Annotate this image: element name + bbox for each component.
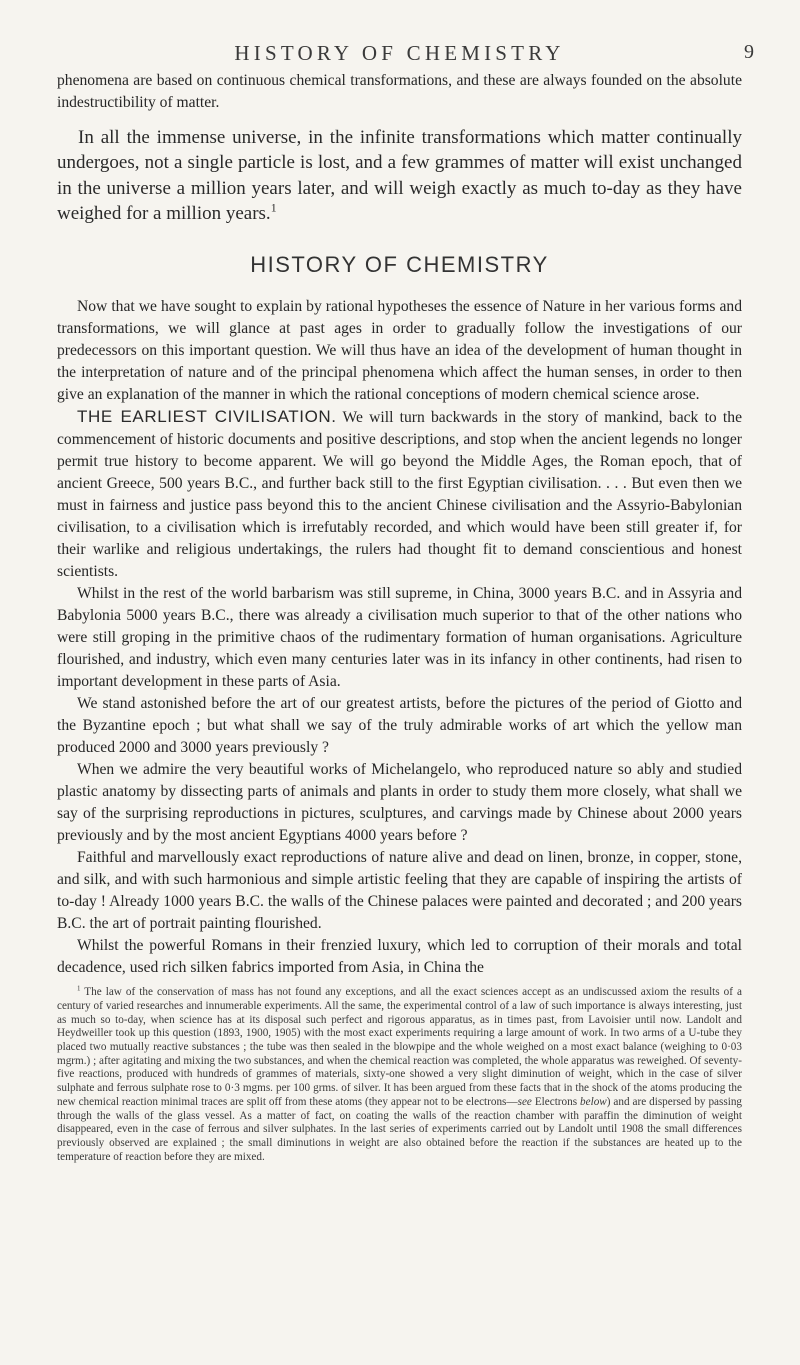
footnote-text-a: The law of the conservation of mass has not found any exceptions, and all the exact sciences accept as an undiscussed axiom the results of a century of varied researches and innumerable experiments. All the same, the experimental control of a law of such importance is always interesting, just as much so to-day, when science has at its disposal such perfect and rigorous apparatus, as in times past, from Lavoisier until now. Landolt and Heydweiller took up this question (1893, 1900, 1905) with the most exact experiments requiring a large amount of work. In two arms of a U-tube they placed two mutually reactive substances ; the tube was then sealed in the blowpipe and the whole weighed on a most exact balance (weighing to 0·03 mgrm.) ; after agitating and mixing the two substances, and when the chemical reaction was completed, the whole apparatus was reweighed. Of seventy-five reactions, produced with hundreds of grammes of materials, sixty-one showed a very slight diminution of weight, which in the case of silver sulphate and ferrous sulphate rose to 0·3 mgms. per 100 grms. of silver. It has been argued from these facts that in the shock of the atoms producing the new chemical reaction minimal traces are split off from these atoms (they appear not to be electrons— (57, 986, 742, 1108)
run-in-heading: THE EARLIEST CIVILISATION. (77, 407, 337, 427)
running-head (57, 0, 754, 66)
paragraph-art-astonished: We stand astonished before the art of our greatest artists, before the pictures of the period of Giotto and the Byzantine epoch ; but what shall we say of the truly admirable works of art which the yellow man produced 2000 and 3000 years previously ? (57, 695, 742, 757)
paragraph-romans: Whilst the powerful Romans in their frenzied luxury, which led to corruption of their morals and total decadence, used rich silken fabrics imported from Asia, in China the (57, 937, 742, 977)
paragraph-intro-history: Now that we have sought to explain by rational hypotheses the essence of Nature in her various forms and transformations, we will glance at past ages in order to gradually follow the investigations of our predecessors on this important question. We will thus have an idea of the development of human thought in the interpretation of nature and of the principal phenomena which affect the human senses, in order to then give an explanation of the manner in which the rational conceptions of modern chemical science arose. (57, 298, 742, 404)
conservation-paragraph (57, 125, 742, 226)
running-title: HISTORY OF CHEMISTRY (234, 41, 565, 65)
conservation-text: In all the immense universe, in the infinite transformations which matter continually undergoes, not a single particle is lost, and a few grammes of matter will exist unchanged in the universe a million years later, and will weigh exactly as much to-day as they have weighed for a million years. (57, 127, 742, 224)
section-title: HISTORY OF CHEMISTRY (250, 252, 549, 278)
footnote-text-c: ) and are dispersed by passing through the walls of the glass vessel. As a matter of fact, on coating the walls of the reaction chamber with paraffin the diminution of weight disappeared, even in the case of ferrous and silver sulphates. In the last series of experiments carried out by Landolt until 1908 the small differences previously observed are explained ; the small diminutions in weight are also obtained before the reaction if the substances are heated up to the temperature of reaction before they are mixed. (57, 1095, 743, 1163)
paragraph-earliest-civilisation (57, 406, 742, 583)
page-number: 9 (744, 41, 754, 63)
footnote (57, 986, 742, 1164)
footnote-reference[interactable]: 1 (270, 201, 277, 215)
footnote-marker: 1 (77, 984, 81, 993)
paragraph-michelangelo: When we admire the very beautiful works of Michelangelo, who reproduced nature so ably and studied plastic anatomy by dissecting parts of animals and plants in order to study them more closely, what shall we say of the surprising reproductions in pictures, sculptures, and carvings made by Chinese about 2000 years previously and by the most ancient Egyptians 4000 years before ? (57, 761, 742, 845)
paragraph-reproductions: Faithful and marvellously exact reproductions of nature alive and dead on linen, bronze, in copper, stone, and silk, and with such harmonious and simple artistic feeling that they are capable of inspiring the artists of to-day ! Already 1000 years B.C. the walls of the Chinese palaces were painted and decorated ; and 200 years B.C. the art of portrait painting flourished. (57, 849, 742, 933)
intro-paragraph: phenomena are based on continuous chemical transformations, and these are always founded on the absolute indestructibility of matter. (57, 72, 742, 111)
footnote-below: below (580, 1095, 607, 1108)
footnote-text-b: Electrons (531, 1095, 581, 1108)
footnote-see: see (517, 1095, 532, 1108)
paragraph-china-assyria: Whilst in the rest of the world barbarism was still supreme, in China, 3000 years B.C. and in Assyria and Babylonia 5000 years B.C., there was already a civilisation much superior to that of the other nations who were still groping in the primitive chaos of the rudimentary formation of human organisations. Agriculture flourished, and industry, which even many centuries later was in its infancy in other continents, had risen to important development in these parts of Asia. (57, 585, 742, 691)
paragraph-earliest-text: We will turn backwards in the story of mankind, back to the commencement of historic documents and positive descriptions, and stop when the ancient legends no longer permit true history to become apparent. We will go beyond the Middle Ages, the Roman epoch, that of ancient Greece, 500 years B.C., and further back still to the first Egyptian civilisation. . . . But even then we must in fairness and justice pass beyond this to the ancient Chinese civilisation and the Assyrio-Babylonian civilisation, to a civilisation which is irrefutably recorded, and which would have been still greater if, for their warlike and religious undertakings, the rulers had thought fit to demand conscientious and honest scientists. (57, 409, 742, 581)
